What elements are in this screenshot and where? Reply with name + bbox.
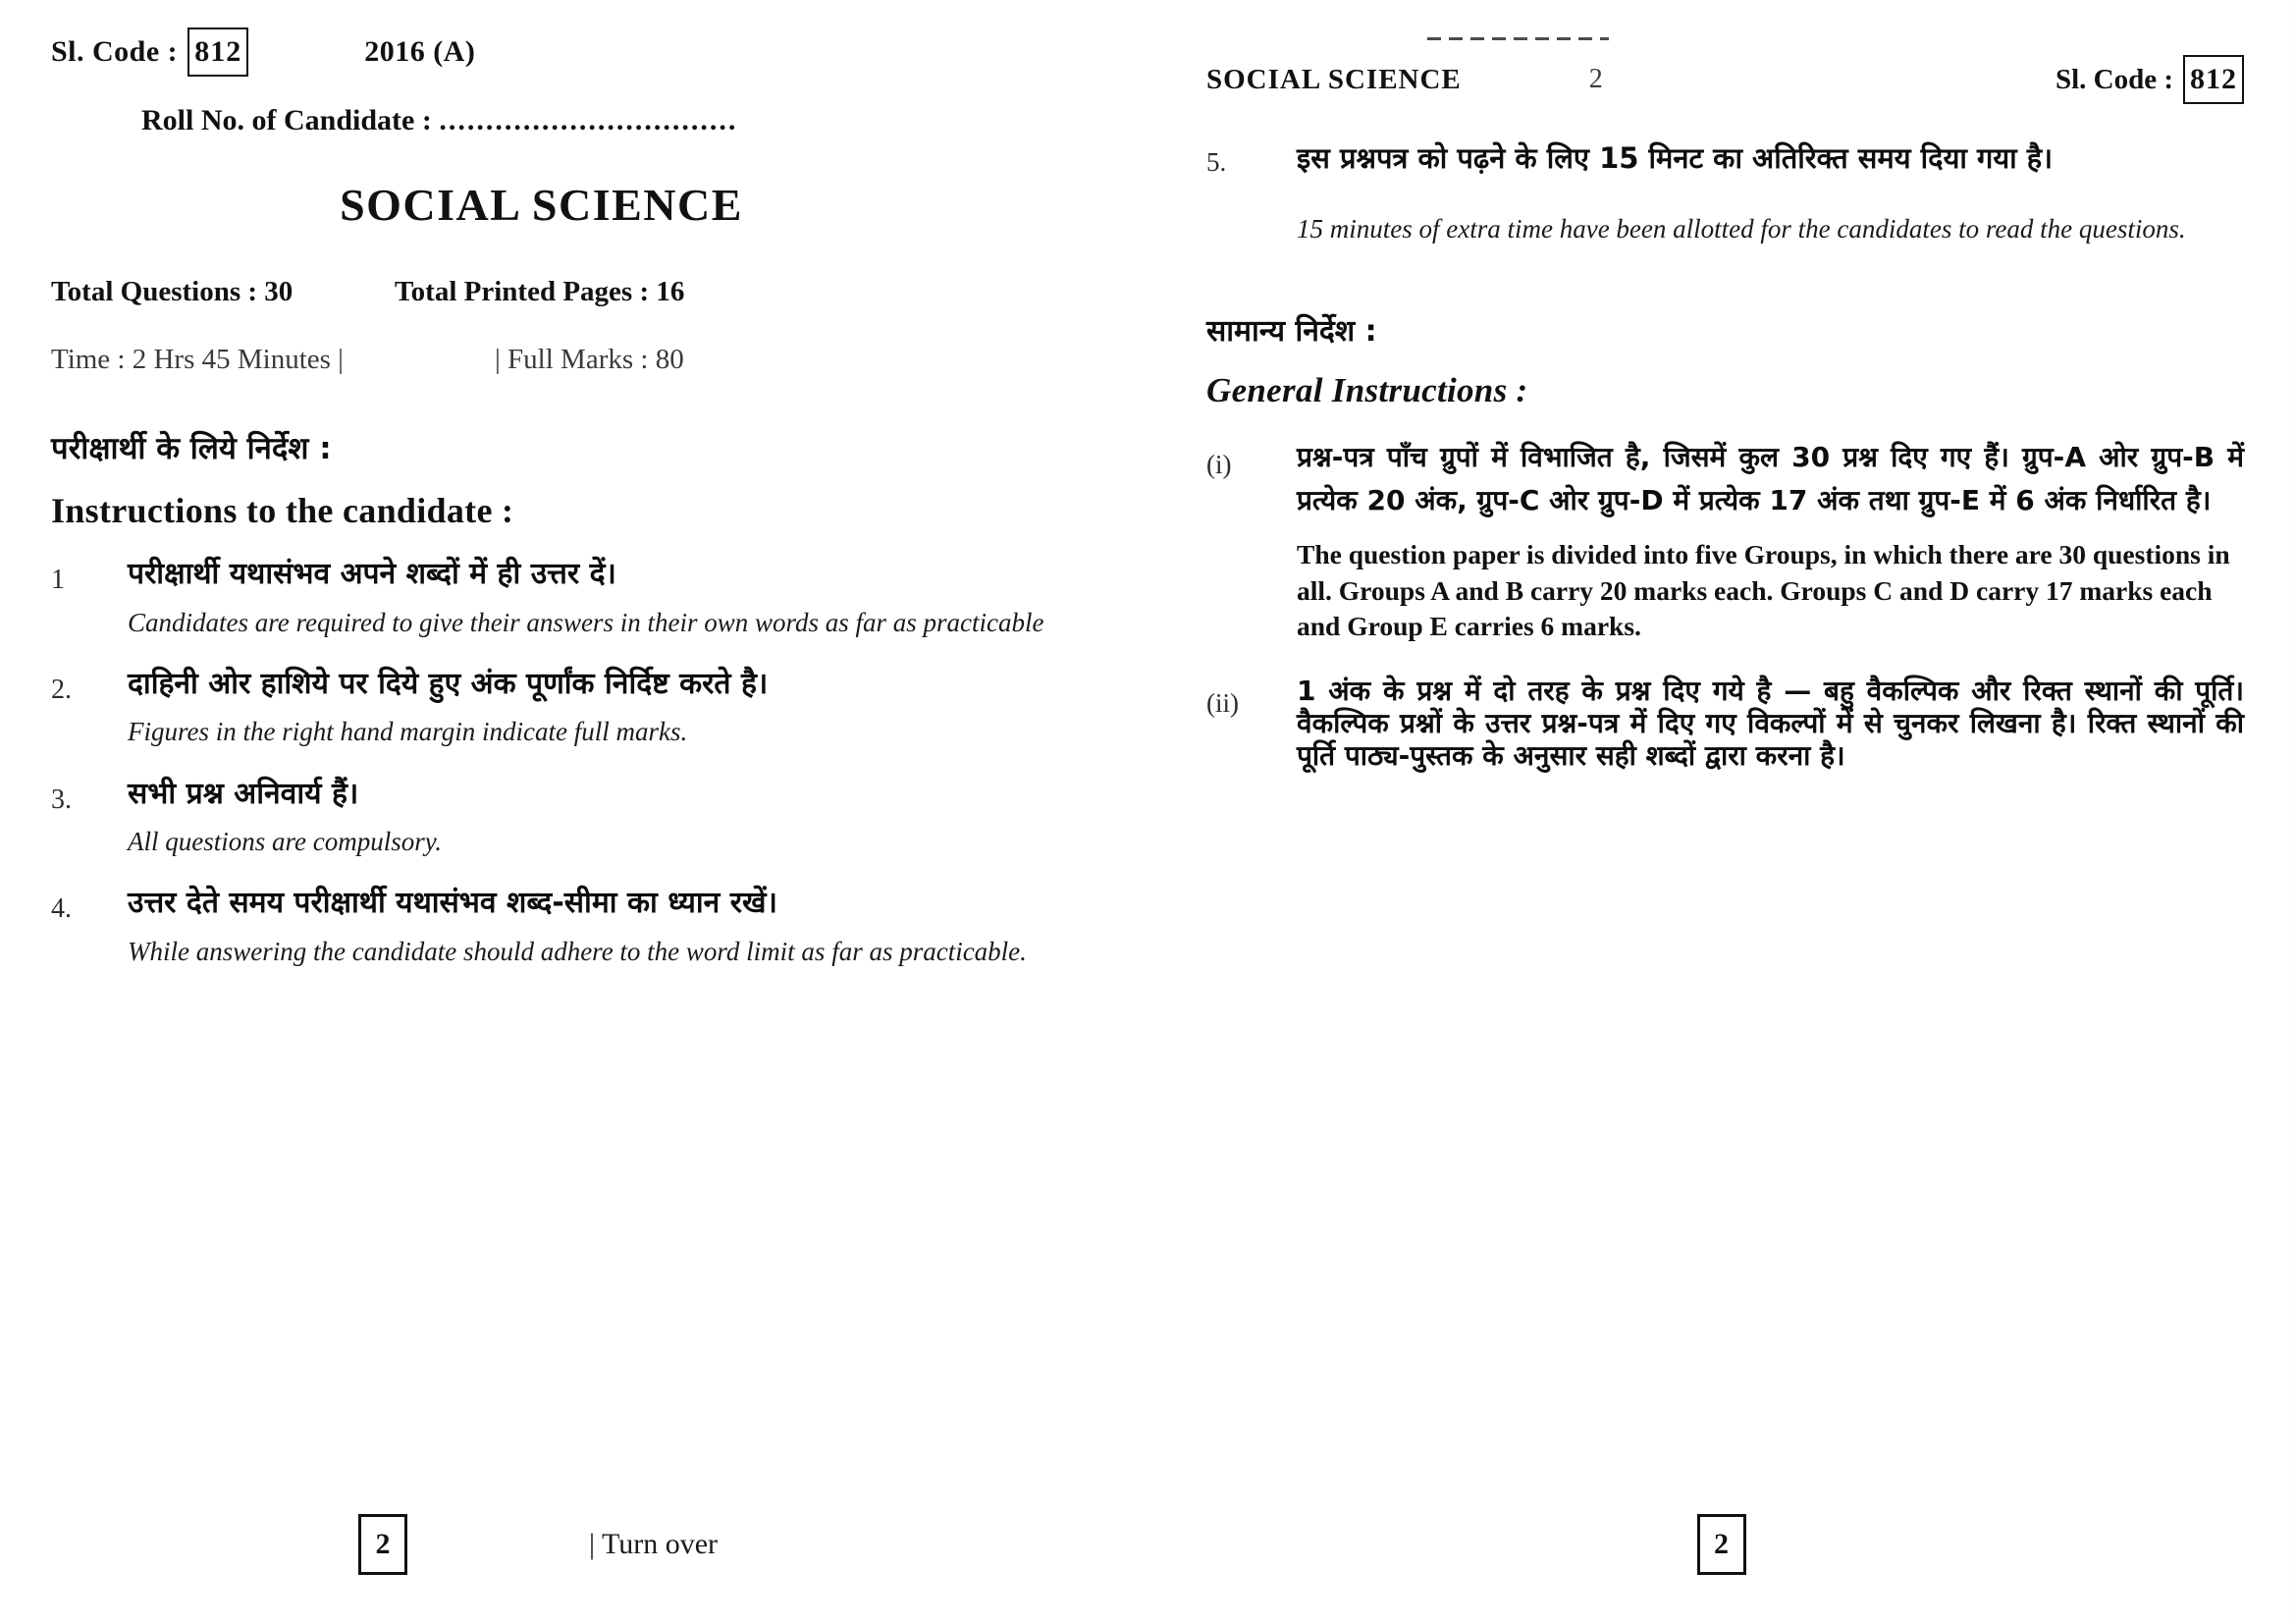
exam-time: Time : 2 Hrs 45 Minutes |: [51, 344, 344, 375]
roll-number-row: [51, 104, 1091, 137]
instruction-text-english: 15 minutes of extra time have been allotted for the candidates to read the questions.: [1297, 213, 2186, 244]
totals-row: [51, 276, 1091, 308]
roll-number-label: Roll No. of Candidate :: [141, 104, 432, 136]
instructions-heading-english: Instructions to the candidate :: [51, 491, 514, 530]
general-instruction-item: [1206, 436, 2244, 645]
general-instruction-text-hindi: 1 अंक के प्रश्न में दो तरह के प्रश्न दिए गये है — बहु वैकल्पिक और रिक्त स्थानों की पूर्ति। वैकल्पिक प्रश्नों के उत्तर प्रश्न-पत्र में दिए गए विकल्पों में से चुनकर लिखना है। रिक्त स्थानों की पूर्ति पाठ्य-पुस्तक के अनुसार सही शब्दों द्वारा करना है।: [1297, 675, 2244, 773]
sl-code-row: [2056, 55, 2244, 104]
instruction-item: [51, 773, 1091, 861]
instruction-number: 3.: [51, 784, 72, 815]
exam-year: 2016 (A): [364, 35, 476, 68]
total-questions: Total Questions : 30: [51, 276, 294, 307]
general-instruction-number: (ii): [1206, 688, 1239, 719]
exam-page-right: [1148, 0, 2295, 1624]
instruction-number: 2.: [51, 674, 72, 705]
instruction-item: [51, 882, 1091, 970]
general-instruction-number: (i): [1206, 450, 1232, 480]
instruction-text-hindi: इस प्रश्नपत्र को पढ़ने के लिए 15 मिनट का अतिरिक्त समय दिया गया है।: [1297, 141, 2054, 175]
instruction-number: 1: [51, 565, 65, 595]
page-footer-left: [0, 1514, 1148, 1575]
instruction-item: [51, 663, 1091, 751]
running-header-subject: SOCIAL SCIENCE: [1206, 63, 1462, 95]
general-instructions-heading-english: General Instructions :: [1206, 371, 1528, 410]
instruction-item: [1206, 134, 2244, 248]
general-instruction-item: [1206, 675, 2244, 772]
general-instruction-text-hindi: प्रश्न-पत्र पाँच ग्रुपों में विभाजित है, जिसमें कुल 30 प्रश्न दिए गए हैं। ग्रुप-A ओर ग्रुप-B में प्रत्येक 20 अंक, ग्रुप-C ओर ग्रुप-D में प्रत्येक 17 अंक तथा ग्रुप-E में 6 अंक निर्धारित है।: [1297, 441, 2244, 517]
sl-code-box: 812: [187, 27, 248, 77]
instruction-text-english: Candidates are required to give their answers in their own words as far as practicable: [128, 607, 1044, 637]
instruction-text-english: All questions are compulsory.: [128, 827, 442, 857]
instruction-text-hindi: परीक्षार्थी यथासंभव अपने शब्दों में ही उत्तर दें।: [128, 557, 616, 591]
full-marks: | Full Marks : 80: [495, 344, 684, 375]
footer-page-number: 2: [358, 1514, 407, 1575]
instruction-text-hindi: दाहिनी ओर हाशिये पर दिये हुए अंक पूर्णांक निर्दिष्ट करते है।: [128, 666, 769, 701]
general-instruction-text-english: The question paper is divided into five Groups, in which there are 30 questions in all. Groups A and B carry 20 marks each. Groups C and D carry 17 marks each and Group E carries 6 marks.: [1297, 538, 2230, 642]
instruction-number: 5.: [1206, 147, 1227, 177]
total-printed-pages: Total Printed Pages : 16: [395, 276, 685, 307]
scan-artifact-dashed-line: [1427, 37, 1609, 40]
instruction-text-english: While answering the candidate should adhere to the word limit as far as practicable.: [128, 936, 1027, 966]
time-marks-row: [51, 344, 1091, 376]
sl-code-row: [51, 0, 1091, 79]
running-header: [1206, 0, 2244, 108]
sl-code-label: Sl. Code :: [51, 35, 179, 68]
instructions-heading-hindi: परीक्षार्थी के लिये निर्देश :: [51, 431, 332, 466]
instruction-text-hindi: उत्तर देते समय परीक्षार्थी यथासंभव शब्द-सीमा का ध्यान रखें।: [128, 886, 777, 921]
instruction-item: [51, 553, 1091, 641]
instruction-number: 4.: [51, 893, 72, 925]
sl-code-label: Sl. Code :: [2055, 63, 2173, 95]
page-footer-right: [1148, 1514, 2295, 1575]
turn-over-label: | Turn over: [589, 1528, 719, 1560]
instruction-text-hindi: सभी प्रश्न अनिवार्य हैं।: [128, 776, 359, 811]
footer-page-number: 2: [1697, 1514, 1746, 1575]
general-instructions-heading-hindi: सामान्य निर्देश :: [1206, 314, 1377, 350]
running-header-page-number: 2: [1588, 64, 1603, 94]
sl-code-box: 812: [2183, 55, 2244, 104]
page-title: SOCIAL SCIENCE: [340, 180, 743, 230]
instruction-text-english: Figures in the right hand margin indicate full marks.: [128, 717, 688, 747]
roll-number-blank: ................................: [439, 104, 738, 136]
